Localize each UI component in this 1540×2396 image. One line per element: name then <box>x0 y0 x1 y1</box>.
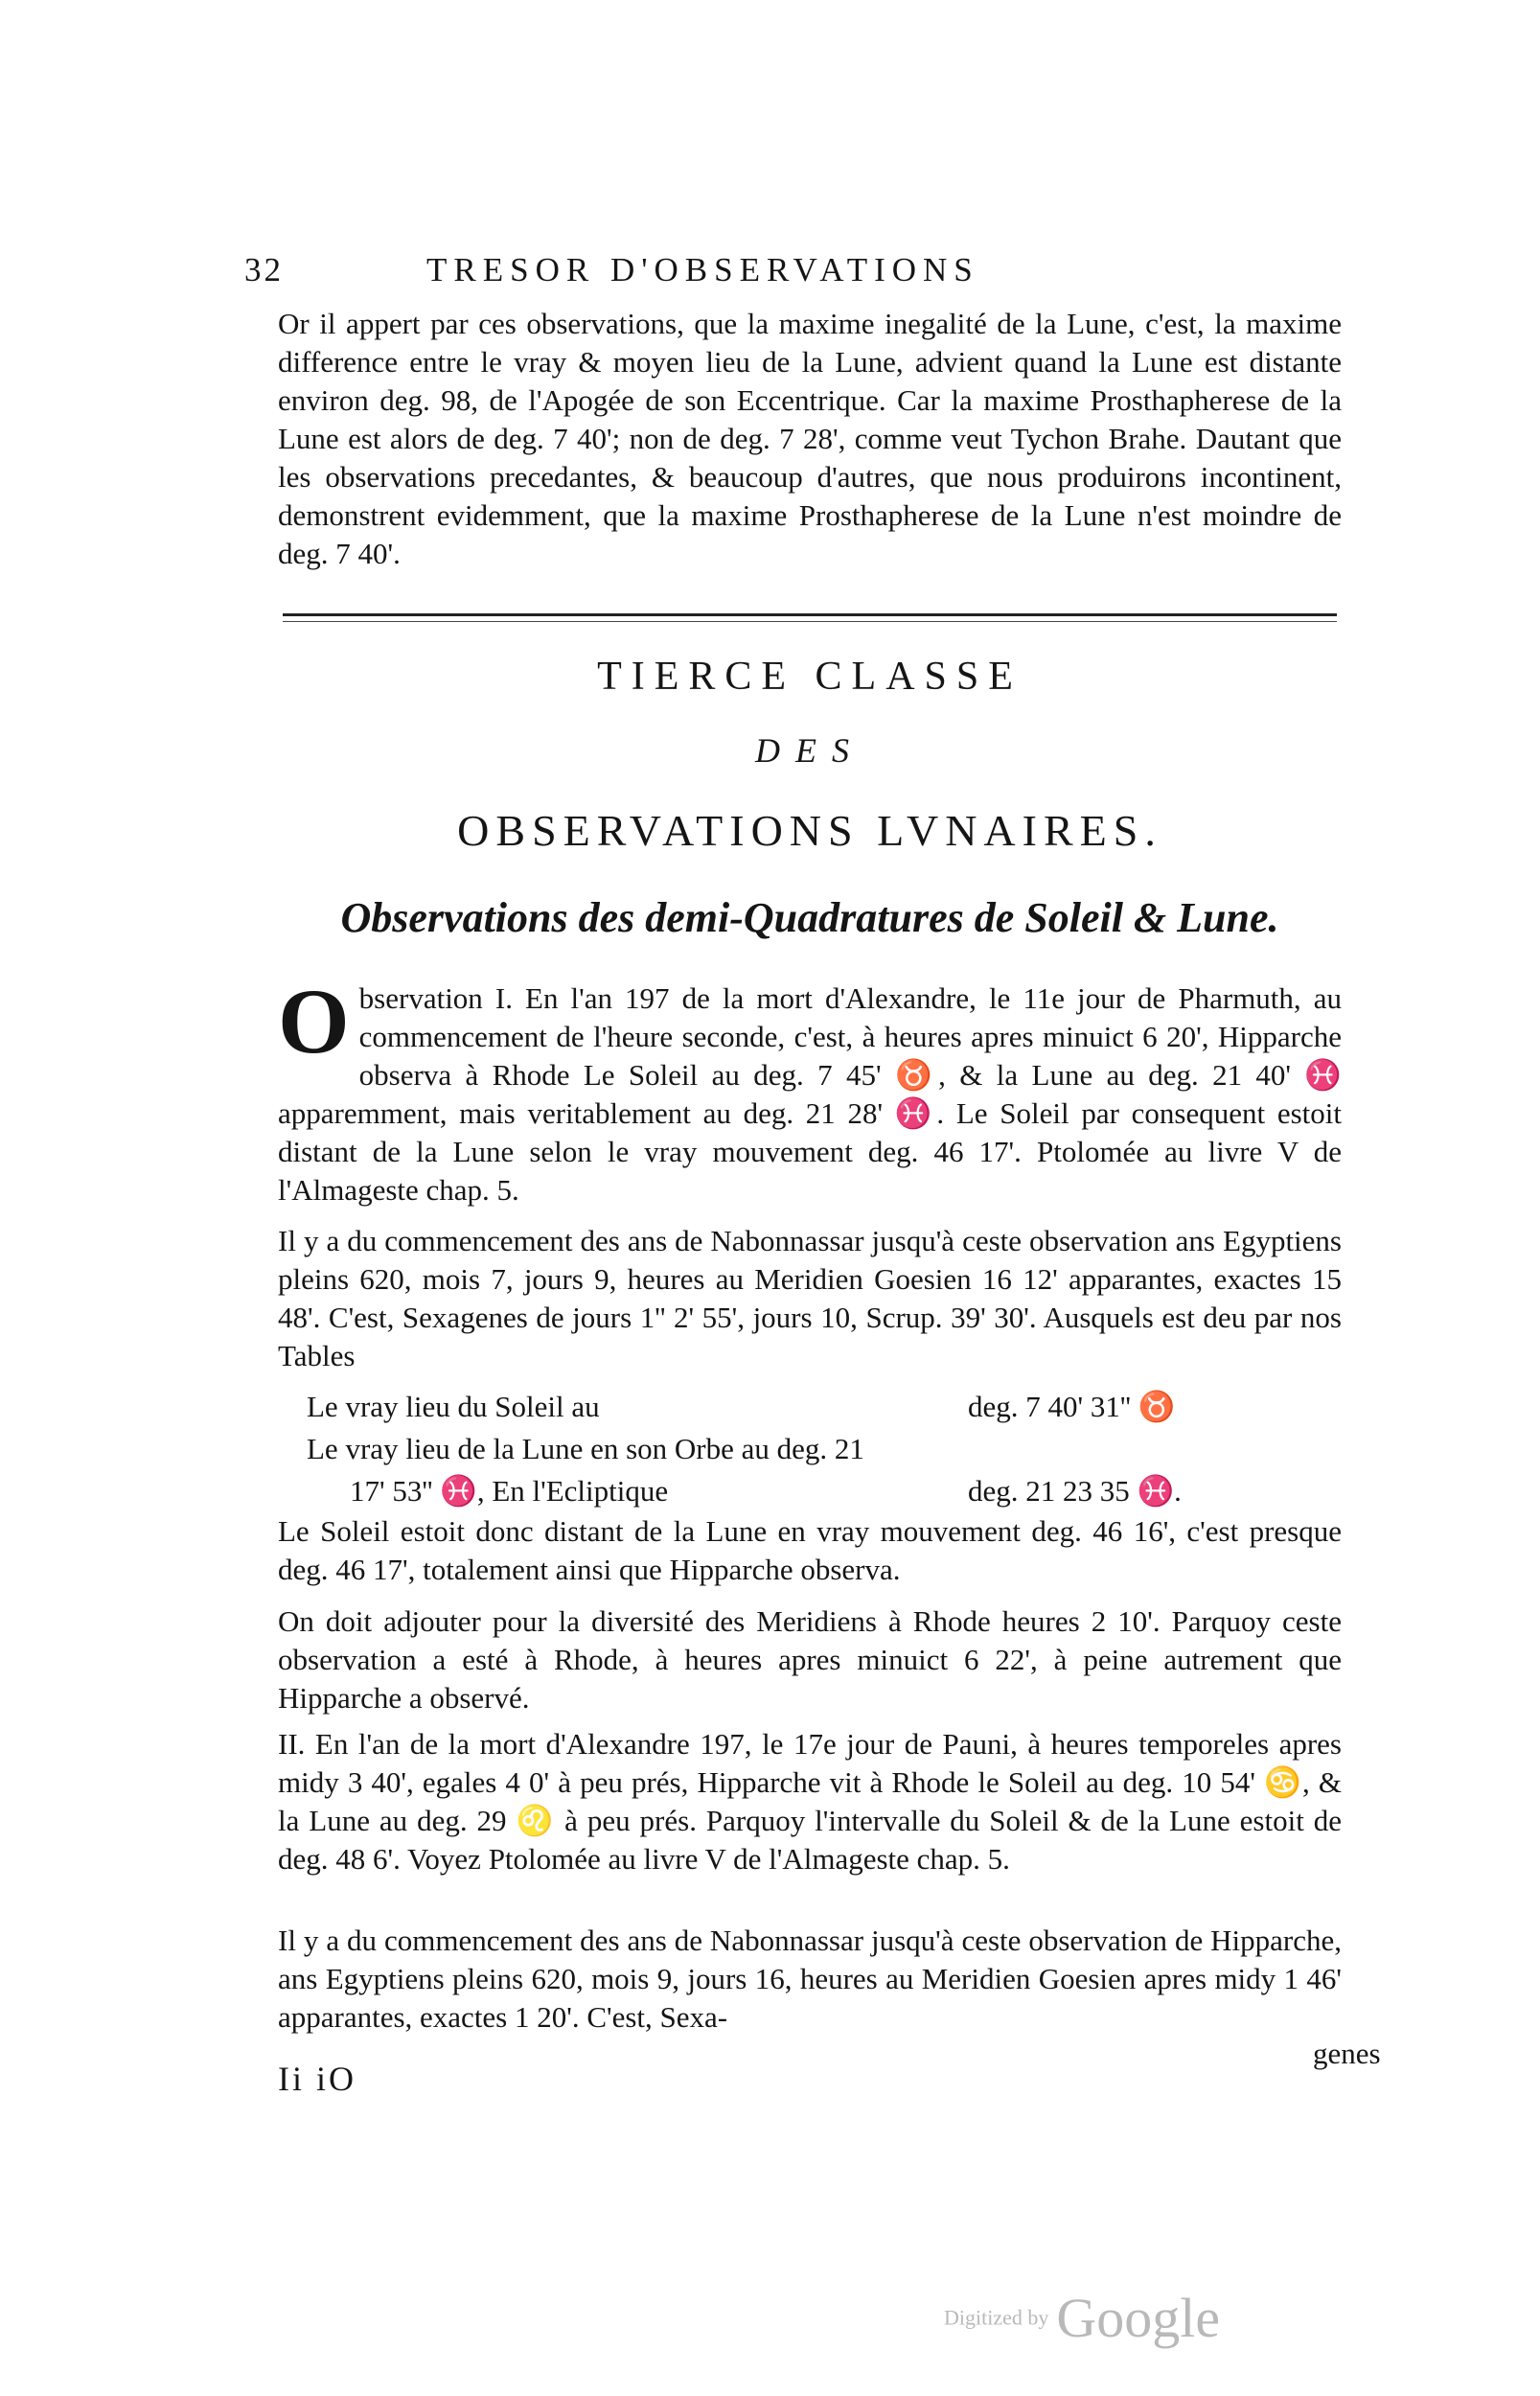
observation-1-meridian: On doit adjouter pour la diversité des Meridiens à Rhode heures 2 10'. Parquoy ceste observation a esté à Rhode, à heures apres minuict 6 22', à peine autrement que Hipparche a observé. <box>278 1604 1342 1715</box>
observation-1-calc-block <box>278 1222 1342 1375</box>
table-row-1-value: deg. 7 40' 31'' ♉ <box>968 1390 1176 1423</box>
running-header <box>244 251 1203 299</box>
observation-1-result: Le Soleil estoit donc distant de la Lune en vray mouvement deg. 46 16', c'est presque deg. 46 17', totalement ainsi que Hipparche observa. <box>278 1514 1342 1586</box>
drop-cap: O <box>278 970 350 1072</box>
table-row-3-value: deg. 21 23 35 ♓. <box>968 1474 1182 1508</box>
signature-mark: Ii iO <box>278 2060 356 2098</box>
section-heading-line2: DES <box>755 731 864 770</box>
observation-1-block <box>278 970 1342 1210</box>
section-heading-line3: OBSERVATIONS LVNAIRES. <box>457 806 1162 855</box>
observation-1-calc: Il y a du commencement des ans de Nabonnassar jusqu'à ceste observation ans Egyptiens pleins 620, mois 7, jours 9, heures au Meridien Goesien 16 12' apparantes, exactes 15 48'. C'est, Sexagenes de jours 1'' 2' 55', jours 10, Scrup. 39' 30'. Ausquels est deu par nos Tables <box>278 1224 1342 1372</box>
running-title: TRESOR D'OBSERVATIONS <box>426 251 979 288</box>
observation-1-text: bservation I. En l'an 197 de la mort d'Alexandre, le 11e jour de Pharmuth, au commencement de l'heure seconde, c'est, à heures apres minuict 6 20', Hipparche observa à Rhode Le Soleil au deg. 7 45' ♉, & la Lune au deg. 21 40' ♓ apparemment, mais veritablement au deg. 21 28' ♓. Le Soleil par consequent estoit distant de la Lune selon le vray mouvement deg. 46 17'. Ptolomée au livre V de l'Almageste chap. 5. <box>278 981 1342 1207</box>
section-heading-line1: TIERCE CLASSE <box>597 655 1023 699</box>
section-divider <box>283 613 1337 616</box>
observation-2-text: II. En l'an de la mort d'Alexandre 197, le 17e jour de Pauni, à heures temporeles apres midy 3 40', egales 4 0' à peu prés, Hipparche vit à Rhode le Soleil au deg. 10 54' ♋, & la Lune au deg. 29 ♌ à peu prés. Parquoy l'intervalle du Soleil & de la Lune estoit de deg. 48 6'. Voyez Ptolomée au livre V de l'Almageste chap. 5. <box>278 1727 1342 1876</box>
section-subtitle: Observations des demi-Quadratures de Soleil & Lune. <box>340 894 1279 941</box>
observation-2-calc: Il y a du commencement des ans de Nabonnassar jusqu'à ceste observation de Hipparche, ans Egyptiens pleins 620, mois 9, jours 16, heures au Meridien Goesien apres midy 1 46' apparantes, exactes 1 20'. C'est, Sexa- <box>278 1924 1342 2034</box>
intro-paragraph-block <box>278 305 1342 573</box>
table-row-1-label: Le vray lieu du Soleil au <box>307 1390 600 1423</box>
catchword: genes <box>1313 2037 1381 2070</box>
intro-paragraph: Or il appert par ces observations, que la maxime inegalité de la Lune, c'est, la maxime difference entre le vray & moyen lieu de la Lune, advient quand la Lune est distante environ deg. 98, de l'Apogée de son Eccentrique. Car la maxime Prosthapherese de la Lune est alors de deg. 7 40'; non de deg. 7 28', comme veut Tychon Brahe. Dautant que les observations precedantes, & beaucoup d'autres, que nous produirons incontinent, demonstrent evidemment, que la maxime Prosthapherese de la Lune n'est moindre de deg. 7 40'. <box>278 307 1342 570</box>
observation-1-result-block <box>278 1512 1342 1589</box>
google-watermark <box>944 2286 1220 2350</box>
table-row-3-label: 17' 53'' ♓, En l'Ecliptique <box>350 1474 669 1508</box>
observation-2-calc-block <box>278 1922 1342 2037</box>
section-divider-thin <box>283 621 1337 622</box>
table-row-2-label: Le vray lieu de la Lune en son Orbe au deg. 21 <box>307 1432 864 1465</box>
watermark-prefix: Digitized by <box>944 2305 1049 2330</box>
watermark-brand: Google <box>1056 2287 1221 2349</box>
page-number: 32 <box>244 251 284 288</box>
observation-1-meridian-block <box>278 1602 1342 1717</box>
observation-2-block <box>278 1725 1342 1878</box>
